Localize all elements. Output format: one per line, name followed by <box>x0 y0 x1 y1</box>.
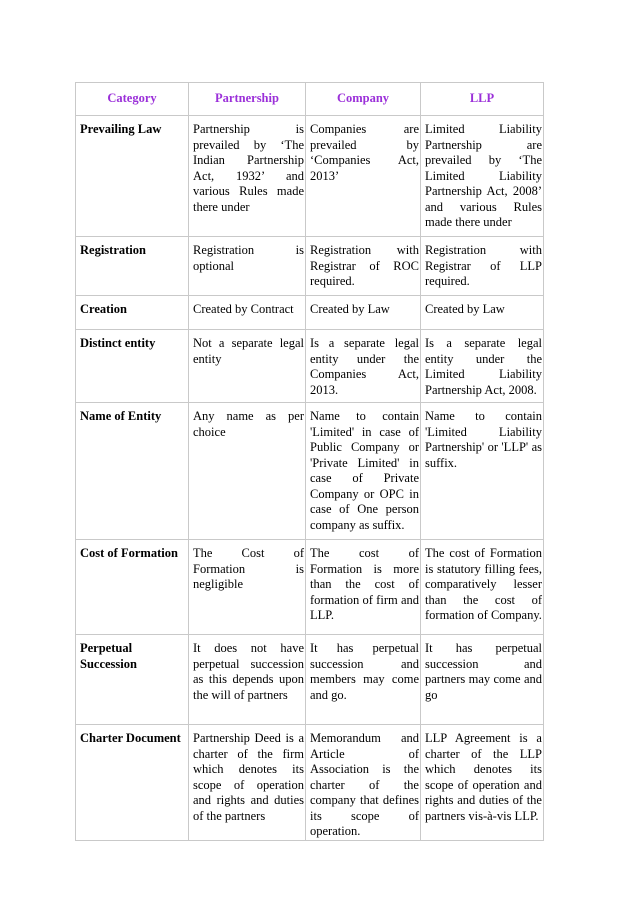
llp-cell: The cost of Formation is statutory filling fees, comparatively lesser than the cost of formation of Company. <box>421 540 544 635</box>
company-cell: Memorandum and Article of Association is the charter of the company that defines its scope of operation. <box>306 725 421 841</box>
llp-cell: Name to contain 'Limited Liability Partnership' or 'LLP' as suffix. <box>421 403 544 540</box>
partnership-cell: Not a separate legal entity <box>189 330 306 403</box>
table-row <box>76 330 544 403</box>
company-cell: It has perpetual succession and members may come and go. <box>306 635 421 725</box>
comparison-table <box>75 82 544 841</box>
partnership-cell: It does not have perpetual succession as this depends upon the will of partners <box>189 635 306 725</box>
header-row <box>76 83 544 116</box>
partnership-cell: Partnership is prevailed by ‘The Indian Partnership Act, 1932’ and various Rules made there under <box>189 116 306 237</box>
row-category: Registration <box>76 237 189 296</box>
table-row <box>76 296 544 330</box>
table-row <box>76 116 544 237</box>
partnership-cell: Created by Contract <box>189 296 306 330</box>
row-category: Name of Entity <box>76 403 189 540</box>
llp-cell: It has perpetual succession and partners may come and go <box>421 635 544 725</box>
company-cell: Created by Law <box>306 296 421 330</box>
row-category: Perpetual Succession <box>76 635 189 725</box>
header-partnership: Partnership <box>189 83 306 116</box>
llp-cell: Registration with Registrar of LLP required. <box>421 237 544 296</box>
table-row <box>76 403 544 540</box>
header-llp: LLP <box>421 83 544 116</box>
header-company: Company <box>306 83 421 116</box>
company-cell: Registration with Registrar of ROC required. <box>306 237 421 296</box>
partnership-cell: The Cost of Formation is negligible <box>189 540 306 635</box>
table-row <box>76 237 544 296</box>
company-cell: Companies are prevailed by ‘Companies Act, 2013’ <box>306 116 421 237</box>
row-category: Distinct entity <box>76 330 189 403</box>
table-row <box>76 540 544 635</box>
llp-cell: LLP Agreement is a charter of the LLP which denotes its scope of operation and rights and duties of the partners vis-à-vis LLP. <box>421 725 544 841</box>
partnership-cell: Any name as per choice <box>189 403 306 540</box>
partnership-cell: Partnership Deed is a charter of the firm which denotes its scope of operation and rights and duties of the partners <box>189 725 306 841</box>
company-cell: Name to contain 'Limited' in case of Public Company or 'Private Limited' in case of Private Company or OPC in case of One person company as suffix. <box>306 403 421 540</box>
llp-cell: Is a separate legal entity under the Limited Liability Partnership Act, 2008. <box>421 330 544 403</box>
company-cell: The cost of Formation is more than the cost of formation of firm and LLP. <box>306 540 421 635</box>
row-category: Prevailing Law <box>76 116 189 237</box>
llp-cell: Limited Liability Partnership are prevailed by ‘The Limited Liability Partnership Act, 2008’ and various Rules made there under <box>421 116 544 237</box>
llp-cell: Created by Law <box>421 296 544 330</box>
row-category: Creation <box>76 296 189 330</box>
row-category: Charter Document <box>76 725 189 841</box>
company-cell: Is a separate legal entity under the Companies Act, 2013. <box>306 330 421 403</box>
header-category: Category <box>76 83 189 116</box>
table-row <box>76 635 544 725</box>
row-category: Cost of Formation <box>76 540 189 635</box>
partnership-cell: Registration is optional <box>189 237 306 296</box>
table-row <box>76 725 544 841</box>
